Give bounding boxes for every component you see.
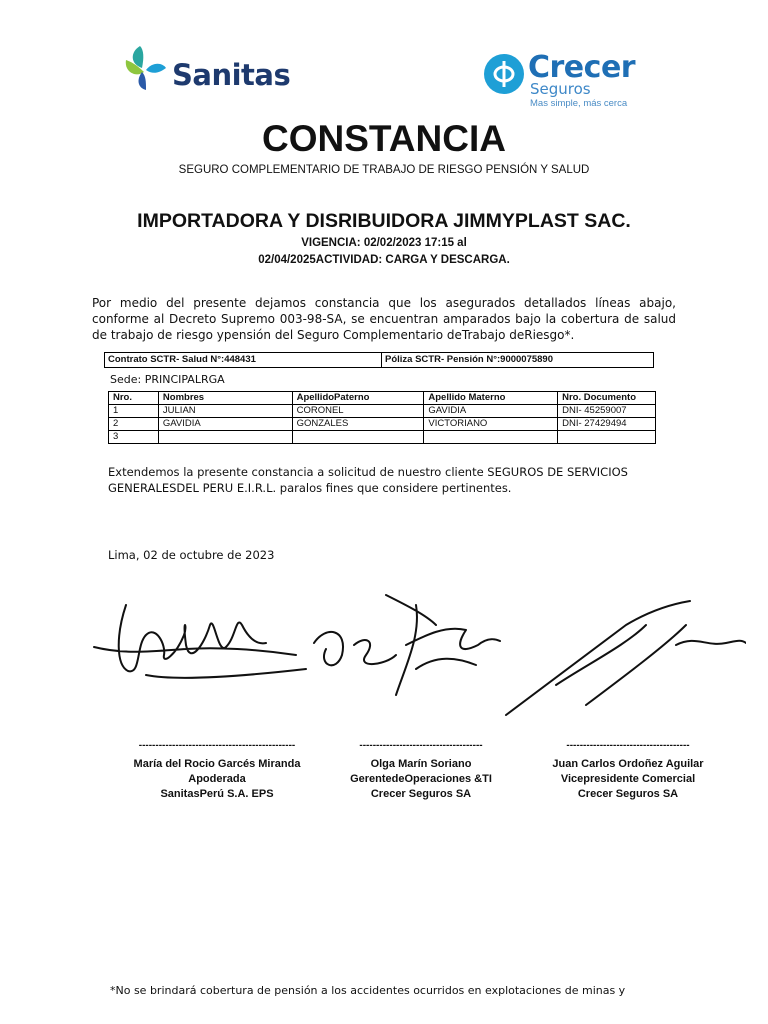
company-name: IMPORTADORA Y DISRIBUIDORA JIMMYPLAST SAC.: [137, 210, 631, 232]
signatory-3: [530, 738, 726, 802]
signature-line: -------------------------------------: [359, 740, 483, 751]
vigencia-line-2: 02/04/2025ACTIVIDAD: CARGA Y DESCARGA.: [258, 254, 510, 266]
signature-2: [314, 595, 500, 695]
signature-line: -----------------------------------------------: [138, 740, 296, 751]
vigencia-line-1: VIGENCIA: 02/02/2023 17:15 al: [301, 237, 467, 249]
insured-table: [108, 391, 656, 444]
extend-paragraph: Extendemos la presente constancia a solicitud de nuestro cliente SEGUROS DE SERVICIOS GENERALESDEL PERU E.I.R.L. paralos fines que considere pertinentes.: [108, 465, 628, 495]
cell: VICTORIANO: [424, 418, 558, 431]
crecer-phi-icon: [482, 52, 526, 96]
document-title: CONSTANCIA: [262, 118, 506, 159]
table-row: [109, 405, 656, 418]
header-nro: Nro.: [109, 392, 159, 405]
place-date: Lima, 02 de octubre de 2023: [108, 548, 275, 562]
cell: 3: [109, 431, 159, 444]
contract-salud: Contrato SCTR- Salud N°:448431: [108, 354, 256, 365]
signature-1: [94, 605, 306, 678]
cell: GONZALES: [292, 418, 424, 431]
sanitas-logo: [122, 42, 292, 97]
poliza-pension: Póliza SCTR- Pensión N°:9000075890: [385, 354, 554, 365]
signatures-image: [86, 585, 746, 725]
crecer-sub: Seguros: [530, 80, 591, 98]
table-row: [109, 431, 656, 444]
sanitas-leaf-icon: [122, 42, 172, 92]
cell: GAVIDIA: [424, 405, 558, 418]
signatory-role: GerentedeOperaciones &TI: [350, 773, 492, 785]
table-header-row: [109, 392, 656, 405]
cell: [424, 431, 558, 444]
signatory-name: María del Rocio Garcés Miranda: [133, 758, 301, 770]
signatory-name: Olga Marín Soriano: [370, 758, 472, 770]
cell: 2: [109, 418, 159, 431]
sanitas-wordmark: Sanitas: [172, 58, 291, 92]
footnote: *No se brindará cobertura de pensión a los accidentes ocurridos en explotaciones de minas y: [110, 984, 626, 997]
signatory-role: Vicepresidente Comercial: [560, 773, 696, 785]
header-apellido-materno: Apellido Materno: [424, 392, 558, 405]
cell: DNI- 27429494: [558, 418, 656, 431]
cell: [158, 431, 292, 444]
signatory-org: Crecer Seguros SA: [370, 788, 472, 800]
signature-line: -------------------------------------: [566, 740, 690, 751]
signatory-name: Juan Carlos Ordoñez Aguilar: [552, 758, 704, 770]
body-paragraph: Por medio del presente dejamos constancia que los asegurados detallados líneas abajo, conforme al Decreto Supremo 003-98-SA, se encuentran amparados bajo la cobertura de salud de trabajo de riesgo ypensión del Seguro Complementario deTrabajo deRiesgo*.: [92, 296, 676, 342]
signatory-1: [102, 738, 332, 802]
contract-box: [104, 352, 654, 368]
crecer-logo: [480, 48, 660, 110]
document-subtitle: SEGURO COMPLEMENTARIO DE TRABAJO DE RIESGO PENSIÓN Y SALUD: [178, 164, 590, 176]
cell: 1: [109, 405, 159, 418]
sede-label: Sede: PRINCIPALRGA: [110, 373, 225, 386]
cell: DNI- 45259007: [558, 405, 656, 418]
table-row: [109, 418, 656, 431]
signatory-role: Apoderada: [188, 773, 246, 785]
header-nombres: Nombres: [158, 392, 292, 405]
signatory-2: [328, 738, 514, 802]
signature-3: [506, 601, 746, 715]
header-apellido-paterno: ApellidoPaterno: [292, 392, 424, 405]
signatory-org: SanitasPerú S.A. EPS: [160, 788, 274, 800]
contract-divider: [381, 353, 382, 367]
crecer-tagline: Mas simple, más cerca: [530, 98, 628, 109]
cell: JULIAN: [158, 405, 292, 418]
cell: CORONEL: [292, 405, 424, 418]
cell: [292, 431, 424, 444]
signatory-org: Crecer Seguros SA: [577, 788, 679, 800]
cell: GAVIDIA: [158, 418, 292, 431]
header-documento: Nro. Documento: [558, 392, 656, 405]
cell: [558, 431, 656, 444]
crecer-wordmark: Crecer: [528, 50, 636, 85]
